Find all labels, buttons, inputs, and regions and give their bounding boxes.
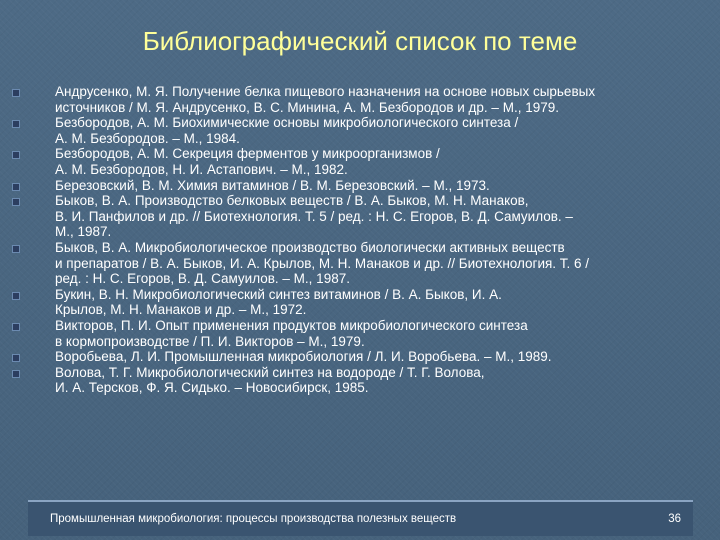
list-item	[0, 365, 720, 396]
list-item	[0, 146, 720, 177]
page-number: 36	[668, 513, 681, 525]
square-bullet-icon	[12, 198, 20, 206]
list-item	[0, 318, 720, 349]
square-bullet-icon	[12, 120, 20, 128]
list-item-text: Березовский, В. М. Химия витаминов / В. М. Березовский. – М., 1973.	[55, 177, 490, 193]
list-item	[0, 178, 720, 194]
slide-footer	[28, 500, 693, 536]
square-bullet-icon	[12, 89, 20, 97]
square-bullet-icon	[12, 151, 20, 159]
list-item	[0, 349, 720, 365]
list-item-text: Андрусенко, М. Я. Получение белка пищевого назначения на основе новых сырьевых источников / М. Я. Андрусенко, В. С. Минина, А. М. Безбородов и др. – М., 1979.	[55, 84, 596, 115]
bibliography-list	[0, 84, 720, 396]
list-item-text: Волова, Т. Г. Микробиологический синтез на водороде / Т. Г. Волова, И. А. Терсков, Ф. Я. Сидько. – Новосибирск, 1985.	[55, 364, 485, 396]
square-bullet-icon	[12, 323, 20, 331]
list-item	[0, 240, 720, 287]
list-item-text: Воробьева, Л. И. Промышленная микробиология / Л. И. Воробьева. – М., 1989.	[55, 349, 552, 365]
list-item	[0, 193, 720, 240]
footer-title: Промышленная микробиология: процессы производства полезных веществ	[50, 513, 457, 525]
square-bullet-icon	[12, 245, 20, 253]
square-bullet-icon	[12, 292, 20, 300]
list-item-text: Безбородов, А. М. Биохимические основы микробиологического синтеза / А. М. Безбородов. – М., 1984.	[55, 115, 519, 146]
slide-title: Библиографический список по теме	[142, 26, 578, 56]
list-item-text: Безбородов, А. М. Секреция ферментов у микроорганизмов / А. М. Безбородов, Н. И. Астапович. – М., 1982.	[55, 146, 440, 177]
list-item	[0, 84, 720, 115]
square-bullet-icon	[12, 370, 20, 378]
list-item-text: Викторов, П. И. Опыт применения продуктов микробиологического синтеза в кормопроизводстве / П. И. Викторов – М., 1979.	[55, 317, 528, 349]
list-item-text: Букин, В. Н. Микробиологический синтез витаминов / В. А. Быков, И. А. Крылов, М. Н. Манаков и др. – М., 1972.	[55, 286, 502, 318]
list-item-text: Быков, В. А. Производство белковых веществ / В. А. Быков, М. Н. Манаков, В. И. Панфилов и др. // Биотехнология. Т. 5 / ред. : Н. С. Егоров, В. Д. Самуилов. – М., 1987.	[55, 193, 573, 240]
square-bullet-icon	[12, 354, 20, 362]
list-item	[0, 287, 720, 318]
list-item	[0, 115, 720, 146]
list-item-text: Быков, В. А. Микробиологическое производство биологически активных веществ и препаратов / В. А. Быков, И. А. Крылов, М. Н. Манаков и др. // Биотехнология. Т. 6 / ред. : Н. С. Егоров, В. Д. Самуилов. – М., 1987.	[55, 239, 590, 287]
square-bullet-icon	[12, 183, 20, 191]
